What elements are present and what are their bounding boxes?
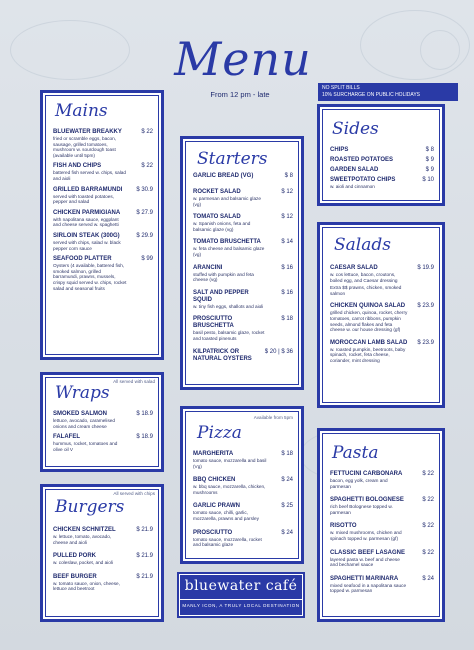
item-desc: battered fish served w. chips, salad and aioli xyxy=(53,170,126,181)
item-desc: mixed seafood in a napolitana sauce topped w. parmesan xyxy=(330,582,407,594)
menu-item xyxy=(330,265,434,296)
item-name: RISOTTO xyxy=(330,523,357,530)
item-desc: basil pesto, balsamic glaze, rocket and toasted pinenuts xyxy=(193,330,265,341)
menu-item xyxy=(330,177,434,190)
item-list xyxy=(193,173,293,368)
item-name: PROSCIUTTO BRUSCHETTA xyxy=(193,316,234,330)
item-price: $ 22 xyxy=(141,129,153,135)
item-name: BLUEWATER BREAKKY xyxy=(53,129,122,135)
menu-item xyxy=(193,189,293,207)
item-desc: w. bbq sauce, mozzarella, chicken, mushrooms xyxy=(193,484,266,495)
menu-item xyxy=(53,187,153,205)
item-name: CHIPS xyxy=(330,147,349,153)
item-desc: tomato sauce, chilli, garlic, mozzarella, prawns and parsley xyxy=(193,510,259,521)
menu-item xyxy=(330,303,434,332)
decorative-circle xyxy=(420,30,460,70)
item-desc: rich beef Bolognese topped w. parmesan xyxy=(330,504,393,515)
salads-section xyxy=(317,222,445,408)
section-title: Pasta xyxy=(332,443,379,463)
item-name: FALAFEL xyxy=(53,434,80,441)
item-list xyxy=(193,451,293,553)
item-price: $ 21.9 xyxy=(136,573,153,580)
item-name: CAESAR SALAD xyxy=(330,265,378,271)
menu-item xyxy=(53,163,153,181)
item-price: $ 18.9 xyxy=(136,434,153,441)
menu-item xyxy=(193,316,293,341)
menu-item xyxy=(53,527,153,545)
menu-item xyxy=(330,471,434,489)
menu-item xyxy=(53,210,153,228)
item-name: BBQ CHICKEN xyxy=(193,477,236,484)
item-name: BEEF BURGER xyxy=(53,573,97,580)
item-desc: w. roasted pumpkin, beetroots, baby spinach, rocket, feta cheese, coriander, mint dressing xyxy=(330,346,406,363)
item-name: SEAFOOD PLATTER xyxy=(53,256,112,263)
section-note: Available from 5pm xyxy=(253,415,293,420)
menu-item xyxy=(330,340,434,364)
notice-line: NO SPLIT BILLS xyxy=(322,85,360,91)
item-price: $ 22 xyxy=(422,523,434,530)
item-price: $ 22 xyxy=(422,471,434,477)
item-price: $ 23.9 xyxy=(417,303,434,310)
item-list xyxy=(53,129,153,296)
pasta-section xyxy=(317,428,445,622)
item-price: $ 25 xyxy=(281,503,293,510)
menu-item xyxy=(330,167,434,174)
item-desc: fried or scramble eggs, bacon, sausage, grilled tomatoes, mushroom w. sourdough toast (available until 5pm) xyxy=(53,136,117,158)
item-desc: w. tomato sauce, onion, cheese, lettuce and beetroot xyxy=(53,580,120,592)
item-list xyxy=(330,147,434,195)
menu-title: Menu xyxy=(174,32,312,86)
logo-name: bluewater café xyxy=(184,578,298,594)
item-name: FETTUCINI CARBONARA xyxy=(330,471,403,477)
menu-item xyxy=(53,256,153,291)
menu-item xyxy=(193,214,293,232)
item-name: TOMATO SALAD xyxy=(193,214,241,221)
section-title: Salads xyxy=(334,235,391,255)
menu-item xyxy=(330,497,434,515)
item-price: $ 20 | $ 36 xyxy=(264,348,293,355)
item-price: $ 14 xyxy=(281,239,293,246)
wraps-section xyxy=(40,372,164,472)
item-price: $ 18.9 xyxy=(136,411,153,417)
item-name: SIRLOIN STEAK (300G) xyxy=(53,232,120,239)
starters-section xyxy=(180,136,304,390)
item-name: SPAGHETTI BOLOGNESE xyxy=(330,497,404,504)
item-price: $ 22 xyxy=(422,549,434,556)
item-price: $ 29.9 xyxy=(136,232,153,239)
item-price: $ 16 xyxy=(281,289,293,296)
section-note: All served with salad xyxy=(113,379,155,384)
item-price: $ 27.9 xyxy=(136,209,153,216)
item-price: $ 24 xyxy=(281,529,293,536)
section-note: All served with chips xyxy=(113,491,155,496)
item-price: $ 12 xyxy=(281,189,293,195)
menu-item xyxy=(330,157,434,164)
menu-item xyxy=(330,523,434,541)
menu-item xyxy=(53,434,153,452)
item-list xyxy=(330,265,434,369)
item-desc: w. lettuce, tomato, avocado, cheese and aioli xyxy=(53,534,112,545)
item-desc: w. tiny fish eggs, shallots and aioli xyxy=(193,303,264,309)
item-extra: Extra $$ prawns, chicken, smoked salmon xyxy=(330,285,402,296)
menu-item xyxy=(53,233,153,251)
item-desc: w. Spanish onions, feta and balsamic glaze (vg) xyxy=(193,221,251,232)
item-name: SALT AND PEPPER SQUID xyxy=(193,289,249,303)
item-name: KILPATRICK OR NATURAL OYSTERS xyxy=(193,348,252,362)
item-desc: w. feta cheese and balsamic glaze (vg) xyxy=(193,246,265,257)
menu-item xyxy=(330,550,434,568)
item-price: $ 18 xyxy=(281,316,293,323)
item-desc: w. aioli and cinnamon xyxy=(330,184,375,189)
section-title: Pizza xyxy=(197,423,242,443)
item-price: $ 21.9 xyxy=(136,527,153,533)
menu-item xyxy=(330,147,434,154)
section-title: Wraps xyxy=(55,383,110,403)
item-desc: Oysters (4 available, battered fish, smoked salmon, grilled barramundi, prawns, mussels, crispy squid served w. chips, rocket salad and seasonal fruits xyxy=(53,263,127,291)
notice-line: 10% SURCHARGE ON PUBLIC HOLIDAYS xyxy=(322,92,420,98)
brand-logo xyxy=(177,572,305,618)
item-name: MARGHERITA xyxy=(193,451,234,457)
item-desc: served with chips, salad w. black pepper corn sauce xyxy=(53,239,121,251)
logo-tagline: MANLY ICON, A TRULY LOCAL DESTINATION xyxy=(179,599,303,608)
item-list xyxy=(330,471,434,599)
item-price: $ 18 xyxy=(281,451,293,457)
menu-item xyxy=(53,553,153,566)
menu-item xyxy=(193,503,293,521)
item-name: SMOKED SALMON xyxy=(53,411,107,417)
section-title: Burgers xyxy=(55,497,125,517)
menu-item xyxy=(53,574,153,592)
item-price: $ 16 xyxy=(281,264,293,271)
item-list xyxy=(53,527,153,597)
item-name: GARDEN SALAD xyxy=(330,167,379,173)
menu-item xyxy=(193,477,293,495)
mains-section xyxy=(40,90,164,360)
item-desc: hummus, rocket, tomatoes and olive oil V xyxy=(53,441,118,452)
item-price: $ 24 xyxy=(422,575,434,582)
menu-item xyxy=(193,265,293,283)
item-desc: w. coleslaw, pocket, and aioli xyxy=(53,560,113,566)
item-name: GARLIC PRAWN xyxy=(193,503,240,510)
item-price: $ 19.9 xyxy=(417,265,434,271)
item-price: $ 99 xyxy=(141,256,153,263)
item-desc: tomato sauce, mozzarella, rocket and balsamic glaze xyxy=(193,536,262,548)
menu-item xyxy=(193,530,293,548)
item-desc: layered pasta w. beef and cheese and bechamel sauce xyxy=(330,556,400,568)
menu-item xyxy=(330,576,434,594)
item-price: $ 30.9 xyxy=(136,186,153,193)
item-price: $ 8 xyxy=(425,147,434,153)
notice-banner xyxy=(318,83,458,101)
item-name: CLASSIC BEEF LASAGNE xyxy=(330,549,406,556)
item-name: PULLED PORK xyxy=(53,553,97,560)
menu-item xyxy=(193,239,293,257)
item-name: ARANCINI xyxy=(193,264,223,271)
item-desc: w. parmesan and balsamic glaze (vg) xyxy=(193,196,262,207)
item-desc: lettuce, avocado, caramelised onions and cream cheese xyxy=(53,418,116,429)
menu-item xyxy=(193,173,293,180)
item-name: MOROCCAN LAMB SALAD xyxy=(330,339,408,346)
item-price: $ 23.9 xyxy=(417,339,434,346)
item-desc: grilled chicken, quinoa, rocket, cherry tomatoes, carrot ribbons, pumpkin seeds, almond flakes and feta cheese w. our house dressing (gf) xyxy=(330,310,408,333)
item-name: GARLIC BREAD (VG) xyxy=(193,173,254,179)
item-price: $ 9 xyxy=(425,167,434,173)
item-name: CHICKEN QUINOA SALAD xyxy=(330,303,406,310)
item-name: CHICKEN PARMIGIANA xyxy=(53,209,121,216)
item-name: FISH AND CHIPS xyxy=(53,163,102,170)
sides-section xyxy=(317,104,445,206)
item-desc: tomato sauce, mozzarella and basil (Vg) xyxy=(193,458,267,469)
decorative-circle xyxy=(10,20,130,80)
item-desc: stuffed with pumpkin and feta cheese (vg) xyxy=(193,271,254,283)
item-price: $ 8 xyxy=(284,173,293,179)
item-price: $ 21.9 xyxy=(136,553,153,560)
item-price: $ 9 xyxy=(425,157,434,163)
item-name: TOMATO BRUSCHETTA xyxy=(193,239,261,246)
section-title: Starters xyxy=(197,149,268,169)
item-name: SWEETPOTATO CHIPS xyxy=(330,177,396,183)
section-title: Sides xyxy=(332,119,379,139)
item-desc: w. cos lettuce, bacon, croutons, boiled egg, and Caesar dressing xyxy=(330,272,398,283)
menu-item xyxy=(53,411,153,429)
item-desc: w. mixed mushrooms, chicken and spinach topped w. parmesan (gf) xyxy=(330,530,402,541)
item-desc: served with toasted potatoes, pepper and salad xyxy=(53,193,114,205)
item-name: GRILLED BARRAMUNDI xyxy=(53,186,123,193)
menu-item xyxy=(53,129,153,158)
item-name: ROASTED POTATOES xyxy=(330,157,394,163)
item-desc: bacon, egg yolk, cream and parmesan xyxy=(330,478,388,489)
item-price: $ 24 xyxy=(281,477,293,484)
item-price: $ 22 xyxy=(141,163,153,170)
item-price: $ 10 xyxy=(422,177,434,183)
item-name: PROSCIUTTO xyxy=(193,529,233,536)
burgers-section xyxy=(40,484,164,622)
item-desc: with napolitana sauce, eggplant and cheese served w. spaghetti xyxy=(53,216,119,228)
item-name: ROCKET SALAD xyxy=(193,189,241,195)
menu-subtitle: From 12 pm - late xyxy=(210,90,270,99)
menu-item xyxy=(193,290,293,310)
item-name: CHICKEN SCHNITZEL xyxy=(53,527,116,533)
section-title: Mains xyxy=(55,101,108,121)
item-price: $ 12 xyxy=(281,214,293,221)
item-price: $ 22 xyxy=(422,497,434,504)
item-name: SPAGHETTI MARINARA xyxy=(330,575,399,582)
menu-item xyxy=(193,451,293,469)
pizza-section xyxy=(180,406,304,564)
menu-item xyxy=(193,349,293,363)
item-list xyxy=(53,411,153,457)
